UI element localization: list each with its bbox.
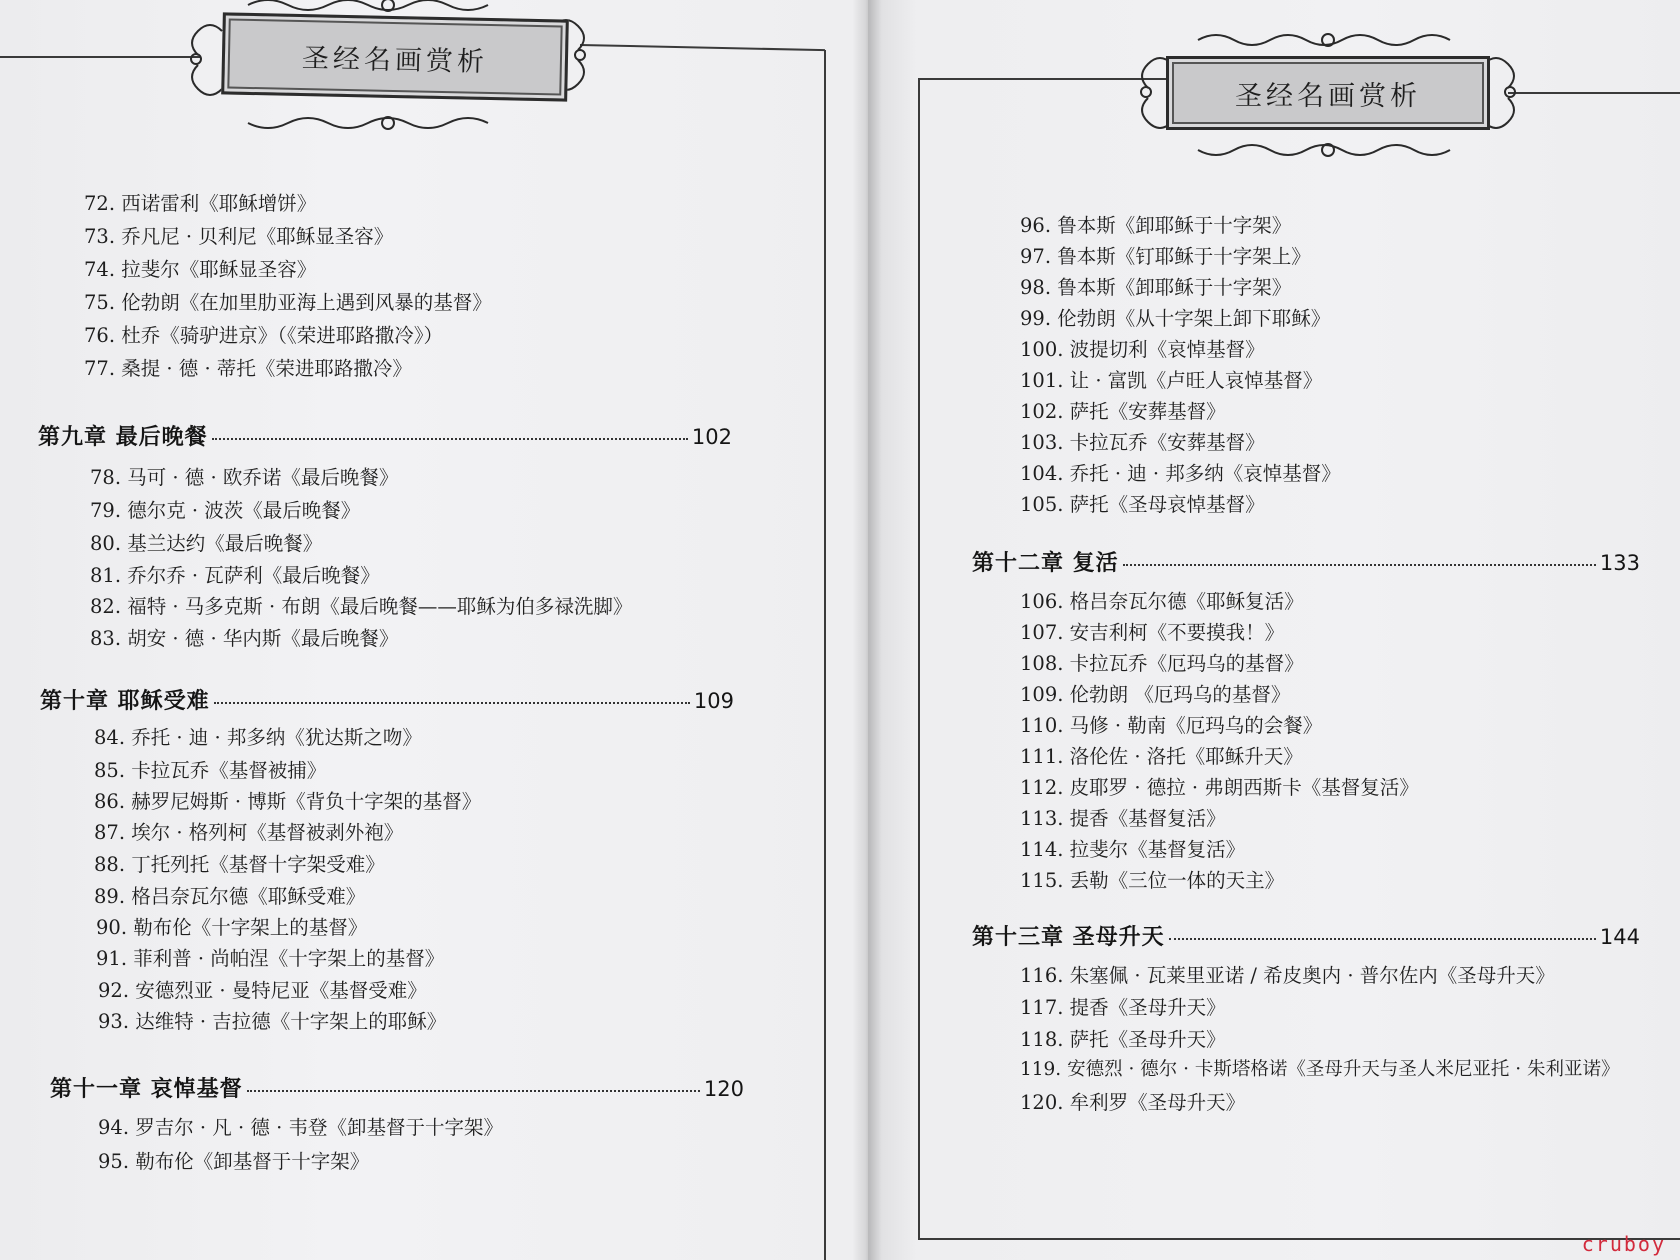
list-item: 95. 勒布伦《卸基督于十字架》: [98, 1150, 370, 1173]
right-header-title: 圣经名画赏析: [1166, 56, 1490, 130]
list-item: 78. 马可 · 德 · 欧乔诺《最后晚餐》: [90, 466, 399, 489]
right-frame-top-right: [1508, 92, 1680, 94]
chapter-page-number: 109: [693, 689, 734, 713]
chapter-page-number: 144: [1599, 925, 1640, 949]
list-item: 73. 乔凡尼 · 贝利尼《耶稣显圣容》: [84, 225, 394, 248]
leader-dots: [1123, 564, 1596, 566]
list-item: 85. 卡拉瓦乔《基督被捕》: [94, 759, 327, 782]
list-item: 81. 乔尔乔 · 瓦萨利《最后晚餐》: [90, 564, 380, 587]
right-frame-left: [918, 78, 920, 1240]
chapter-title: 第十一章 哀悼基督: [50, 1077, 243, 1102]
list-item: 84. 乔托 · 迪 · 邦多纳《犹达斯之吻》: [94, 726, 422, 749]
list-item: 80. 基兰达约《最后晚餐》: [90, 532, 323, 555]
chapter-page-number: 120: [703, 1077, 744, 1101]
list-item: 105. 萨托《圣母哀悼基督》: [1020, 493, 1265, 516]
chapter-title: 第十三章 圣母升天: [972, 925, 1165, 950]
list-item: 101. 让 · 富凯《卢旺人哀悼基督》: [1020, 369, 1323, 392]
list-item: 118. 萨托《圣母升天》: [1020, 1028, 1226, 1051]
list-item: 93. 达维特 · 吉拉德《十字架上的耶稣》: [98, 1010, 447, 1033]
list-item: 82. 福特 · 马多克斯 · 布朗《最后晚餐——耶稣为伯多禄洗脚》: [90, 595, 633, 618]
list-item: 113. 提香《基督复活》: [1020, 807, 1226, 830]
list-item: 86. 赫罗尼姆斯 · 博斯《背负十字架的基督》: [94, 790, 482, 813]
list-item: 104. 乔托 · 迪 · 邦多纳《哀悼基督》: [1020, 462, 1341, 485]
list-item: 99. 伦勃朗《从十字架上卸下耶稣》: [1020, 307, 1331, 330]
leader-dots: [1169, 938, 1596, 940]
chapter-title: 第九章 最后晚餐: [38, 425, 208, 450]
list-item: 97. 鲁本斯《钉耶稣于十字架上》: [1020, 245, 1311, 268]
left-frame-top-left: [0, 56, 200, 58]
list-item: 94. 罗吉尔 · 凡 · 德 · 韦登《卸基督于十字架》: [98, 1116, 503, 1139]
chapter-heading: [972, 546, 1640, 577]
list-item: 98. 鲁本斯《卸耶稣于十字架》: [1020, 276, 1292, 299]
list-item: 91. 菲利普 · 尚帕涅《十字架上的基督》: [96, 947, 445, 970]
chapter-heading: [40, 684, 734, 715]
list-item: 72. 西诺雷利《耶稣增饼》: [84, 192, 317, 215]
list-item: 87. 埃尔 · 格列柯《基督被剥外袍》: [94, 821, 404, 844]
watermark: cruboy: [1581, 1232, 1666, 1256]
leader-dots: [247, 1090, 700, 1092]
chapter-heading: [972, 920, 1640, 951]
chapter-title: 第十章 耶稣受难: [40, 689, 210, 714]
list-item: 96. 鲁本斯《卸耶稣于十字架》: [1020, 214, 1292, 237]
left-header-title: 圣经名画赏析: [221, 12, 569, 101]
list-item: 107. 安吉利柯《不要摸我！》: [1020, 621, 1285, 644]
list-item: 76. 杜乔《骑驴进京》（《荣进耶路撒冷》）: [84, 324, 443, 347]
list-item: 83. 胡安 · 德 · 华内斯《最后晚餐》: [90, 627, 399, 650]
list-item: 100. 波提切利《哀悼基督》: [1020, 338, 1265, 361]
book-gutter-shadow: [852, 0, 882, 1260]
list-item: 117. 提香《圣母升天》: [1020, 996, 1226, 1019]
right-frame-bottom: [918, 1238, 1680, 1240]
list-item: 109. 伦勃朗 《厄玛乌的基督》: [1020, 683, 1291, 706]
list-item: 112. 皮耶罗 · 德拉 · 弗朗西斯卡《基督复活》: [1020, 776, 1419, 799]
list-item: 92. 安德烈亚 · 曼特尼亚《基督受难》: [98, 979, 427, 1002]
list-item: 120. 牟利罗《圣母升天》: [1020, 1091, 1246, 1114]
list-item: 103. 卡拉瓦乔《安葬基督》: [1020, 431, 1265, 454]
list-item: 116. 朱塞佩 · 瓦莱里亚诺 / 希皮奥内 · 普尔佐内《圣母升天》: [1020, 964, 1555, 987]
left-frame-right: [824, 50, 826, 1260]
chapter-title: 第十二章 复活: [972, 551, 1119, 576]
leader-dots: [212, 438, 688, 440]
chapter-page-number: 133: [1599, 551, 1640, 575]
list-item: 108. 卡拉瓦乔《厄玛乌的基督》: [1020, 652, 1304, 675]
list-item: 106. 格吕奈瓦尔德《耶稣复活》: [1020, 590, 1304, 613]
list-item: 90. 勒布伦《十字架上的基督》: [96, 916, 368, 939]
chapter-heading: [38, 420, 732, 451]
list-item: 110. 马修 · 勒南《厄玛乌的会餐》: [1020, 714, 1323, 737]
list-item: 88. 丁托列托《基督十字架受难》: [94, 853, 385, 876]
list-item: 89. 格吕奈瓦尔德《耶稣受难》: [94, 885, 366, 908]
list-item: 111. 洛伦佐 · 洛托《耶稣升天》: [1020, 745, 1303, 768]
chapter-page-number: 102: [691, 425, 732, 449]
right-page: [868, 0, 1680, 1260]
leader-dots: [214, 702, 690, 704]
list-item: 102. 萨托《安葬基督》: [1020, 400, 1226, 423]
list-item: 114. 拉斐尔《基督复活》: [1020, 838, 1246, 861]
list-item: 119. 安德烈 · 德尔 · 卡斯塔格诺《圣母升天与圣人米尼亚托 · 朱利亚诺》: [1020, 1059, 1620, 1080]
list-item: 75. 伦勃朗《在加里肋亚海上遇到风暴的基督》: [84, 291, 492, 314]
chapter-heading: [50, 1072, 744, 1103]
list-item: 74. 拉斐尔《耶稣显圣容》: [84, 258, 317, 281]
list-item: 79. 德尔克 · 波茨《最后晚餐》: [90, 499, 361, 522]
left-frame-top-right: [580, 44, 825, 51]
list-item: 115. 丢勒《三位一体的天主》: [1020, 869, 1285, 892]
list-item: 77. 桑提 · 德 · 蒂托《荣进耶路撒冷》: [84, 357, 412, 380]
